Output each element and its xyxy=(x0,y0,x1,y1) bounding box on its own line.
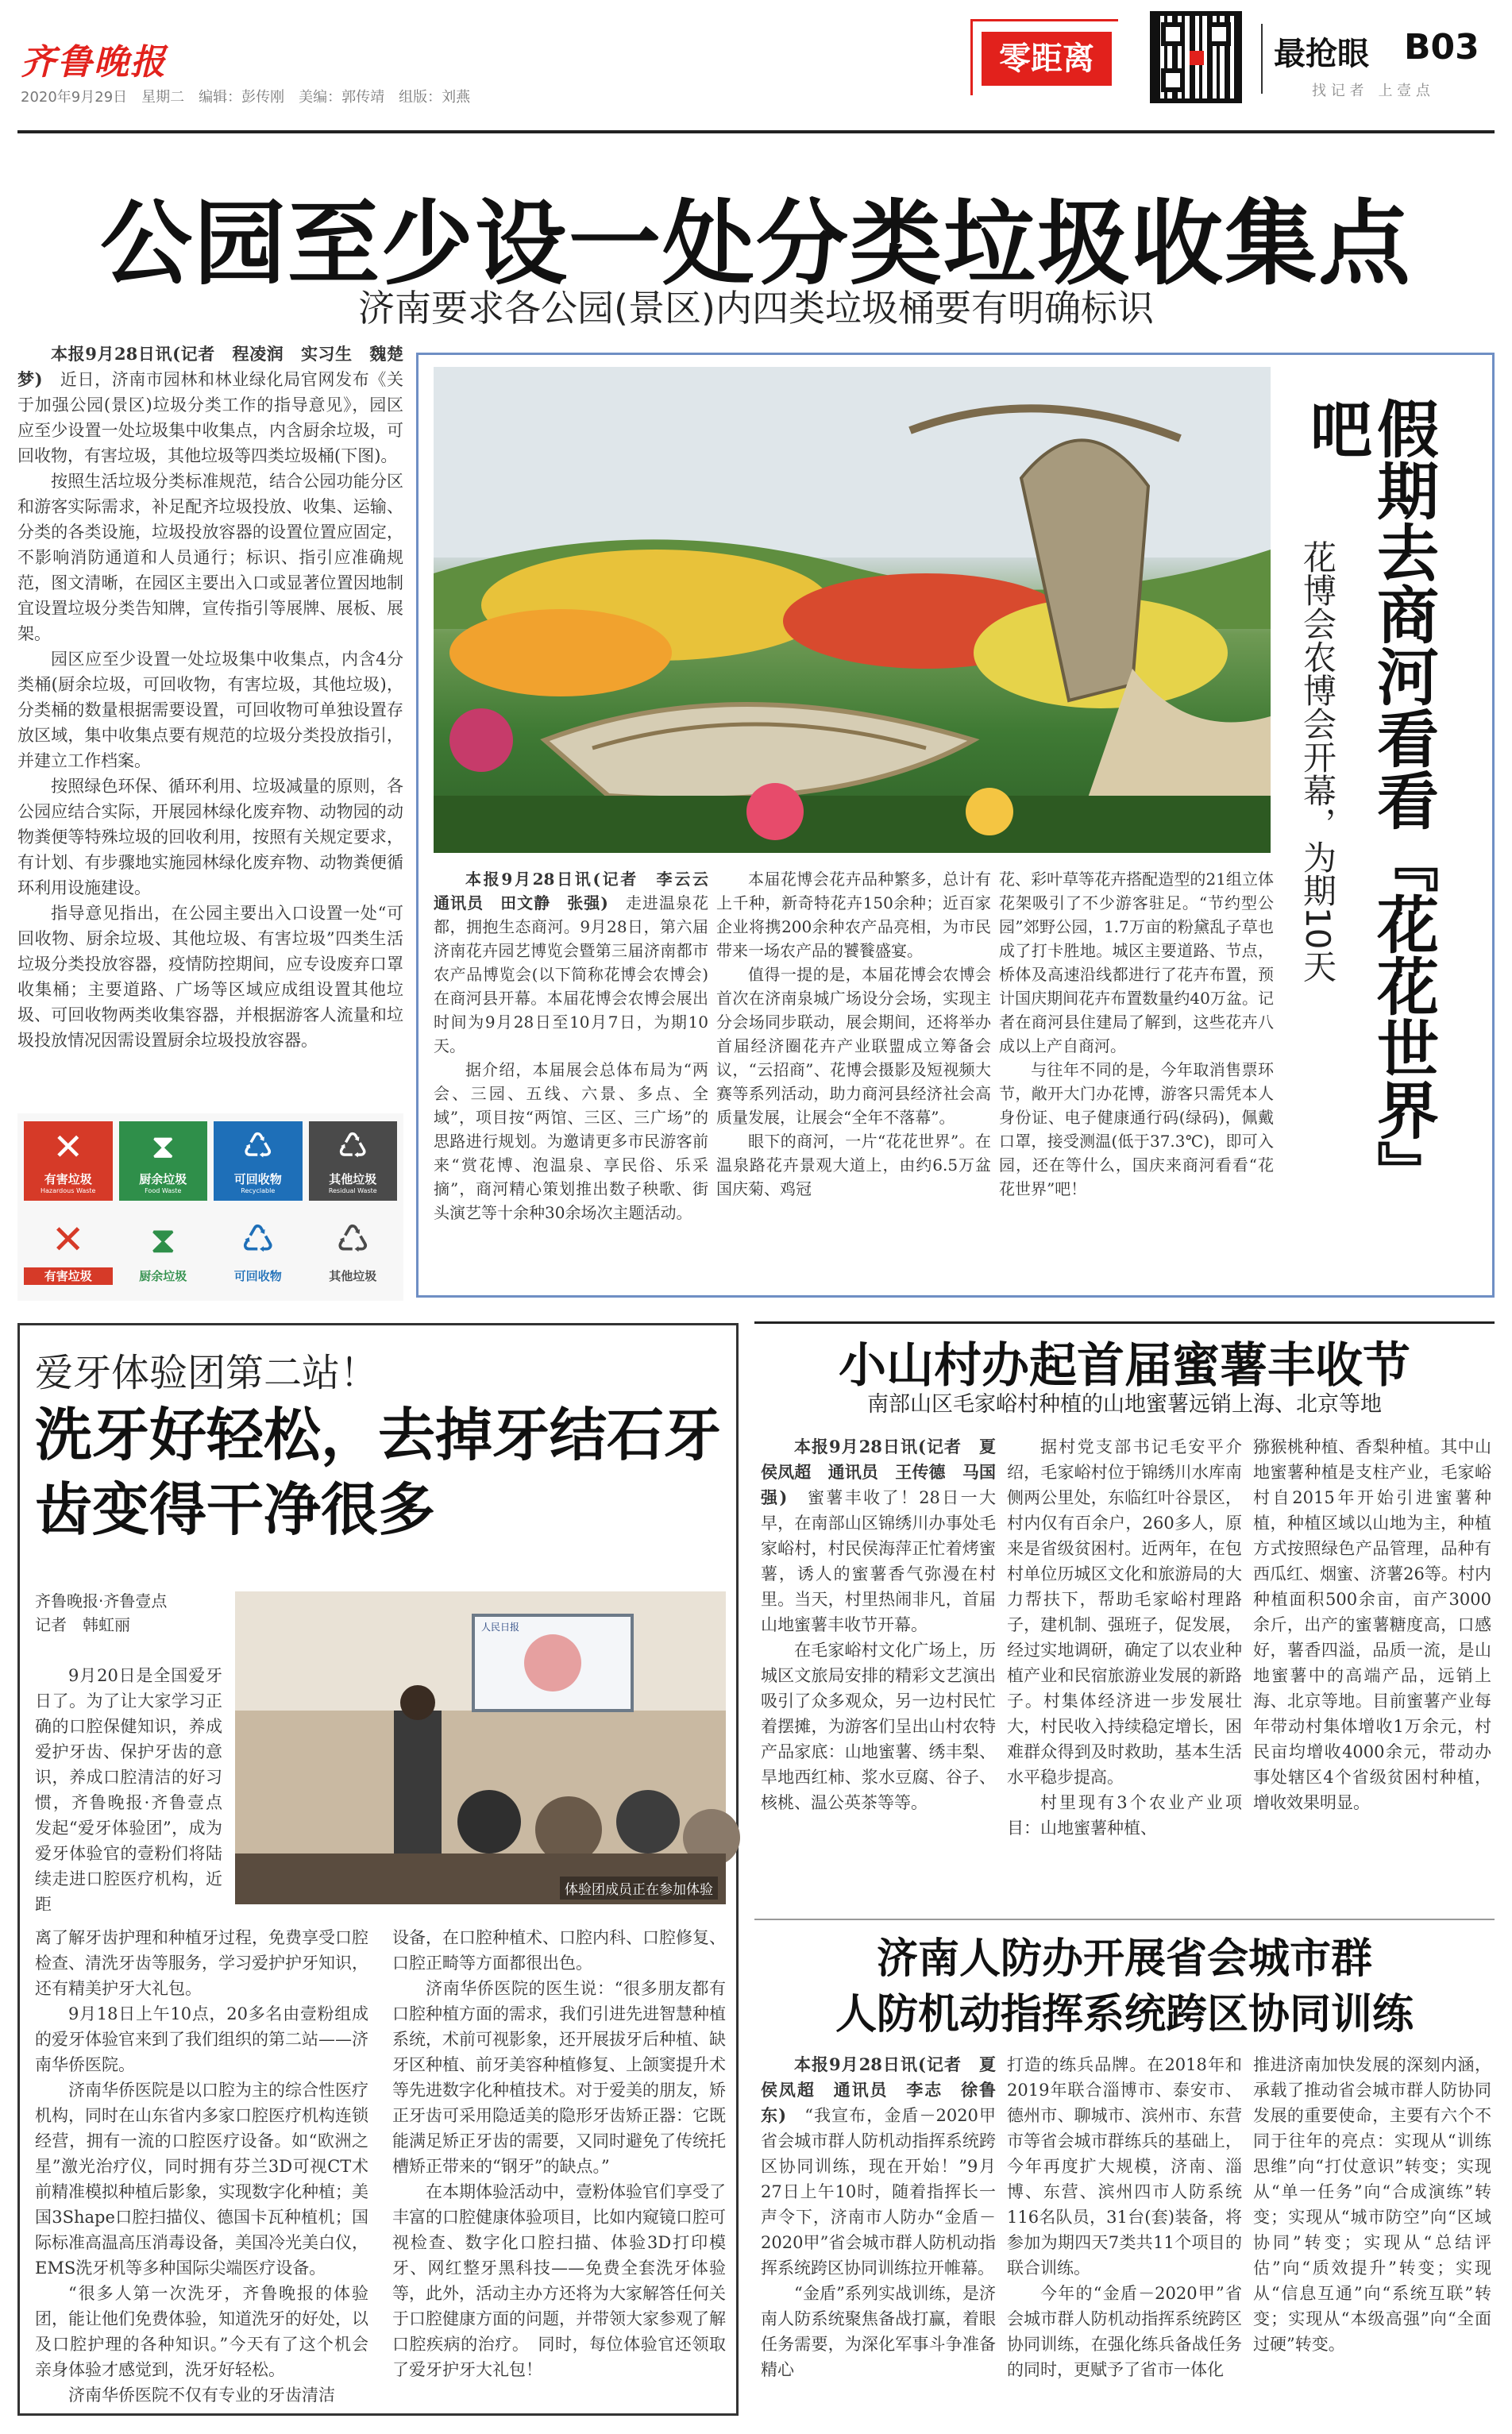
teeth-para: 9月18日上午10点，20多名由壹粉组成的爱牙体验官来到了我们组织的第二站——济南华侨医院。 xyxy=(35,2004,368,2074)
food-icon: ⧗ xyxy=(150,1218,176,1261)
bin-en-label: Residual Waste xyxy=(328,1187,377,1194)
bin-food xyxy=(119,1121,208,1201)
bin-residual-outline xyxy=(309,1212,398,1294)
date-line: 2020年9月29日 星期二 编辑：彭传刚 美编：郭传靖 组版：刘燕 xyxy=(21,89,471,106)
teeth-photo-caption: 体验团成员正在参加体验 xyxy=(560,1877,718,1900)
bin-label: 其他垃圾 xyxy=(329,1269,377,1283)
hazard-icon: ✕ xyxy=(51,1217,85,1263)
bin-row-colored xyxy=(24,1121,397,1201)
cd-para: “金盾”系列实战训练，是济南人防系统聚焦备战打赢，着眼任务需要，为深化军事斗争准备精心 xyxy=(761,2284,996,2379)
teeth-photo-graphic xyxy=(235,1591,726,1904)
lead-headline: 公园至少设一处分类垃圾收集点 xyxy=(100,191,1412,298)
sp-para: 猕猴桃种植、香梨种植。其中山地蜜薯种植是支柱产业，毛家峪村自2015年开始引进蜜薯种植，种植区域以山地为主，种植方式按照绿色产品管理，品种有西瓜红、烟蜜、济薯26等。村内种植面积500余亩，亩产3000余斤，出产的蜜薯糖度高，口感好，薯香四溢，品质一流，是山地蜜薯中的高端产品，远销上海、北京等地。目前蜜薯产业每年带动村集体增收1万余元，村民亩均增收4000余元，带动办事处辖区4个省级贫困村种植，增收效果明显。 xyxy=(1253,1437,1491,1812)
bin-icons-panel xyxy=(17,1113,403,1301)
civil-defense-col-1 xyxy=(761,2052,996,2417)
bin-hazardous-outline xyxy=(24,1212,113,1294)
civil-defense-headline-2: 人防机动指挥系统跨区协同训练 xyxy=(835,1991,1414,2039)
civil-defense-col-3 xyxy=(1253,2052,1491,2417)
flower-para: 值得一提的是，本届花博会农博会首次在济南泉城广场设分会场，实现主分会场同步联动，展会期间，还将举办首届经济圈花卉产业联盟成立筹备会议，“云招商”、花博会摄影及短视频大赛等系列活动，助力商河县经济社会高质量发展，让展会“全年不落幕”。 xyxy=(716,965,991,1127)
bin-recyclable xyxy=(214,1121,303,1201)
flower-byline: (记者 李云云 通讯员 田文静 张强) xyxy=(434,870,725,912)
sweet-potato-col-2 xyxy=(1007,1434,1242,1927)
lead-para: 按照生活垃圾分类标准规范，结合公园功能分区和游客实际需求，补足配齐垃圾投放、收集、运输、分类的各类设施，垃圾投放容器的设置位置应固定，不影响消防通道和人员通行；标识、指引应准确规范，图文清晰，在园区主要出入口或显著位置因地制宜设置垃圾分类告知牌，宣传指引等展牌、展板、展架。 xyxy=(17,472,403,643)
sweet-potato-col-1 xyxy=(761,1434,996,1927)
photo-screen-title: 人民日报 xyxy=(481,1622,520,1633)
bin-label: 厨余垃圾 xyxy=(139,1172,187,1186)
teeth-para: 济南华侨医院的医生说：“很多朋友都有口腔种植方面的需求，我们引进先进智慧种植系统，术前可视影象，还开展拔牙后种植、缺牙区种植、前牙美容种植修复、上颌窦提升术等先进数字化种植技术。对于爱美的朋友，矫正牙齿可采用隐适美的隐形牙齿矫正器：它既能满足矫正牙齿的需要，又同时避免了传统托槽矫正带来的“钢牙”的缺点。” xyxy=(392,1979,726,2176)
cd-para: 推进济南加快发展的深刻内涵，承载了推动省会城市群人防协同发展的重要使命，主要有六个不同于往年的亮点：实现从“训练思维”向“打仗意识”转变；实现从“单一任务”向“合成演练”转变；实现从“城市防空”向“区域协同”转变；实现从“总结评估”向“质效提升”转变；实现从“信息互通”向“系统互联”转变；实现从“本级高强”向“全面过硬”转变。 xyxy=(1253,2055,1491,2354)
bin-label: 可回收物 xyxy=(233,1172,282,1186)
teeth-headline: 洗牙好轻松，去掉牙结石牙齿变得干净很多 xyxy=(35,1402,722,1543)
hazard-icon: ✕ xyxy=(52,1125,84,1168)
section-red-label: 零距离 xyxy=(982,32,1112,86)
bin-en-label: Food Waste xyxy=(145,1187,182,1194)
flower-expo-col-3 xyxy=(999,867,1274,1288)
bin-label: 其他垃圾 xyxy=(329,1172,377,1186)
recycle-icon: ♺ xyxy=(242,1126,274,1167)
cd-byline-prefix: 本报9月28日讯 xyxy=(794,2054,918,2074)
lead-article xyxy=(17,341,403,1136)
flower-scene-graphic xyxy=(434,367,1271,853)
sp-para: 据村党支部书记毛安平介绍，毛家峪村位于锦绣川水库南侧两公里处，东临红叶谷景区，村内仅有百余户，260多人，原来是省级贫困村。近两年，在包村单位历城区文化和旅游局的大力帮扶下，帮助毛家峪村理路子，建机制、强班子，促发展，经过实地调研，确定了以农业种植产业和民宿旅游业发展的新路子。村集体经济进一步发展壮大，村民收入持续稳定增长，困难群众得到及时救助，基本生活水平稳步提高。 xyxy=(1007,1437,1242,1787)
teeth-source: 齐鲁晚报·齐鲁壹点 xyxy=(35,1591,168,1610)
flower-expo-col-1 xyxy=(434,867,725,1288)
bin-en-label: Recyclable xyxy=(241,1187,276,1194)
teeth-photo xyxy=(235,1591,726,1904)
teeth-para: 9月20日是全国爱牙日了。为了让大家学习正确的口腔保健知识，养成爱护牙齿、保护牙齿的意识，养成口腔清洁的好习惯，齐鲁晚报·齐鲁壹点发起“爱牙体验团”，成为爱牙体验官的壹粉们将陆续走进口腔医疗机构，近距 xyxy=(35,1666,222,1914)
teeth-para: 济南华侨医院不仅有专业的牙齿清洁 xyxy=(68,2386,335,2405)
bin-label: 有害垃圾 xyxy=(24,1267,113,1285)
page-number: B03 xyxy=(1404,27,1479,68)
flower-expo-col-2 xyxy=(716,867,991,1288)
sp-byline: (记者 夏侯凤超 通讯员 王传德 马国强) xyxy=(761,1437,996,1507)
lead-byline: (记者 程凌润 实习生 魏楚梦) xyxy=(17,344,404,389)
masthead-divider xyxy=(1261,24,1263,94)
lead-subhead: 济南要求各公园(景区)内四类垃圾桶要有明确标识 xyxy=(358,287,1154,330)
lead-para: 近日，济南市园林和林业绿化局官网发布《关于加强公园(景区)垃圾分类工作的指导意见》，园区应至少设置一处垃圾集中收集点，内含厨余垃圾，可回收物，有害垃圾，其他垃圾等四类垃圾桶(下图)。 xyxy=(17,370,404,465)
sweet-potato-top-rule xyxy=(754,1321,1495,1324)
civil-defense-top-rule xyxy=(754,1919,1495,1920)
section-name: 最抢眼 xyxy=(1274,36,1369,72)
lead-para: 园区应至少设置一处垃圾集中收集点，内含4分类桶(厨余垃圾，可回收物，有害垃圾，其他垃圾)，分类桶的数量根据需要设置，可回收物可单独设置存放区域，集中收集点要有规范的垃圾分类投放指引，并建立工作档案。 xyxy=(17,650,403,770)
bin-row-outline xyxy=(24,1212,397,1294)
teeth-col-left xyxy=(35,1925,368,2409)
teeth-para: 设备，在口腔种植术、口腔内科、口腔修复、口腔正畸等方面都很出色。 xyxy=(392,1928,726,1973)
bin-residual xyxy=(309,1121,398,1201)
teeth-col-right xyxy=(392,1925,726,2409)
food-icon: ⧗ xyxy=(151,1127,175,1166)
teeth-col-lead xyxy=(35,1663,222,1925)
bin-hazardous xyxy=(24,1121,113,1201)
civil-defense-headline-1: 济南人防办开展省会城市群 xyxy=(876,1935,1372,1983)
teeth-para: 离了解牙齿护理和种植牙过程，免费享受口腔检查、清洗牙齿等服务，学习爱护护牙知识，还有精美护牙大礼包。 xyxy=(35,1928,368,1998)
sweet-potato-col-3 xyxy=(1253,1434,1491,1927)
teeth-para: “很多人第一次洗牙，齐鲁晚报的体验团，能让他们免费体验，知道洗牙的好处，以及口腔护理的各种知识。”今天有了这个机会亲身体验才感觉到，洗牙好轻松。 xyxy=(35,2284,368,2379)
reporter-slogan: 找 记 者 上 壹 点 xyxy=(1312,83,1430,99)
flower-expo-subhead: 花博会农博会开幕，为期10天 xyxy=(1298,540,1337,983)
flower-para: 眼下的商河，一片“花花世界”。在温泉路花卉景观大道上，由约6.5万盆国庆菊、鸡冠 xyxy=(716,1132,991,1198)
bin-en-label: Hazardous Waste xyxy=(40,1187,96,1194)
lead-para: 按照绿色环保、循环利用、垃圾减量的原则，各公园应结合实际，开展园林绿化废弃物、动物园的动物粪便等特殊垃圾的回收利用，按照有关规定要求，有计划、有步骤地实施园林绿化废弃物、动物粪便循环利用设施建设。 xyxy=(17,777,403,897)
flower-para: 据介绍，本届展会总体布局为“两会、三园、五线、六景、多点、全域”，项目按“两馆、三区、三广场”的思路进行规划。为邀请更多市民游客前来“赏花博、泡温泉、享民俗、乐采摘”，商河精心策划推出数子秧歌、街头演艺等十余种30余场次主题活动。 xyxy=(434,1060,708,1222)
flower-para: 花、彩叶草等花卉搭配造型的21组立体花架吸引了不少游客驻足。“节约型公园”郊野公园，1.7万亩的粉黛乱子草也成了打卡胜地。城区主要道路、节点，桥体及高速沿线都进行了花卉布置，预计国庆期间花卉布置数量约40万盆。记者在商河县住建局了解到，这些花卉八成以上产自商河。 xyxy=(999,870,1274,1055)
flower-expo-photo xyxy=(434,367,1271,853)
bin-label: 厨余垃圾 xyxy=(139,1269,187,1283)
residual-icon: ♺ xyxy=(335,1217,370,1262)
bin-food-outline xyxy=(119,1212,208,1294)
qr-code[interactable] xyxy=(1150,11,1242,103)
civil-defense-col-2 xyxy=(1007,2052,1242,2417)
bin-recyclable-outline xyxy=(214,1212,303,1294)
newspaper-logo: 齐鲁晚报 xyxy=(21,42,167,83)
recycle-icon: ♺ xyxy=(241,1217,276,1262)
flower-expo-headline: 假期去商河看看『花花世界』吧 xyxy=(1300,397,1438,1202)
bin-label: 可回收物 xyxy=(233,1269,282,1283)
cd-para: “我宣布，金盾－2020甲省会城市群人防机动指挥系统跨区协同训练，现在开始！”9月27日上午10时，随着指挥长一声令下，济南市人防办“金盾－2020甲”省会城市群人防机动指挥系统跨区协同训练拉开帷幕。 xyxy=(761,2106,997,2278)
sp-byline-prefix: 本报9月28日讯 xyxy=(794,1437,918,1456)
sp-para: 蜜薯丰收了！28日一大早，在南部山区锦绣川办事处毛家峪村，村民侯海萍正忙着烤蜜薯，诱人的蜜薯香气弥漫在村里。当天，村里热闹非凡，首届山地蜜薯丰收节开幕。 xyxy=(761,1488,996,1634)
flower-para: 走进温泉花都，拥抱生态商河。9月28日，第六届济南花卉园艺博览会暨第三届济南都市农产品博览会(以下简称花博会农博会)在商河县开幕。本届花博会农博会展出时间为9月28日至10月7日，为期10天。 xyxy=(434,893,709,1055)
sweet-potato-subhead: 南部山区毛家峪村种植的山地蜜薯远销上海、北京等地 xyxy=(867,1392,1382,1417)
cd-para: 打造的练兵品牌。在2018年和2019年联合淄博市、泰安市、德州市、聊城市、滨州市、东营市等省会城市群练兵的基础上，今年再度扩大规模，济南、淄博、东营、滨州四市人防系统116名队员，31台(套)装备，将参加为期四天7类共11个项目的联合训练。 xyxy=(1007,2055,1242,2278)
lead-para: 指导意见指出，在公园主要出入口设置一处“可回收物、厨余垃圾、其他垃圾、有害垃圾”四类生活垃圾分类投放容器，疫情防控期间，应专设废弃口罩收集桶；主要道路、广场等区域应成组设置其他垃圾、可回收物两类收集容器，并根据游客人流量和垃圾投放情况因需设置厨余垃圾投放容器。 xyxy=(17,904,403,1050)
flower-byline-prefix: 本报9月28日讯 xyxy=(465,870,593,889)
flower-para: 与往年不同的是，今年取消售票环节，敞开大门办花博，游客只需凭本人身份证、电子健康通行码(绿码)，佩戴口罩，接受测温(低于37.3℃)，即可入园，还在等什么，国庆来商河看看“花花世界”吧！ xyxy=(999,1060,1274,1198)
flower-para: 本届花博会花卉品种繁多，总计有上千种，新奇特花卉150余种；近百家企业将携200余种农产品亮相，为市民带来一场农产品的饕餮盛宴。 xyxy=(716,870,991,960)
sweet-potato-headline: 小山村办起首届蜜薯丰收节 xyxy=(839,1338,1410,1394)
cd-byline: (记者 夏侯凤超 通讯员 李志 徐鲁东) xyxy=(761,2054,996,2125)
sp-para: 村里现有3个农业产业项目：山地蜜薯种植、 xyxy=(1007,1793,1242,1838)
bin-label: 有害垃圾 xyxy=(44,1172,92,1186)
cd-para: 今年的“金盾－2020甲”省会城市群人防机动指挥系统跨区协同训练，在强化练兵备战任务的同时，更赋予了省市一体化 xyxy=(1007,2284,1242,2379)
teeth-para: 在本期体验活动中，壹粉体验官们享受了丰富的口腔健康体验项目，比如内窥镜口腔可视检查、数字化口腔扫描、体验3D打印模牙、网红整牙黑科技——免费全套洗牙体验等，此外，活动主办方还将为大家解答任何关于口腔健康方面的问题，并带领大家参观了解口腔疾病的治疗。 同时，每位体验官还领取了爱牙护牙大礼包！ xyxy=(392,2182,726,2379)
teeth-kicker: 爱牙体验团第二站！ xyxy=(35,1351,379,1395)
teeth-para: 济南华侨医院是以口腔为主的综合性医疗机构，同时在山东省内多家口腔医疗机构连锁经营，拥有一流的口腔医疗设备。如“欧洲之星”激光治疗仪，同时拥有芬兰3D可视CT术前精准模拟种植后影象，实现数字化种植；美国3Shape口腔扫描仪、德国卡瓦种植机；国际标准高温高压消毒设备，美国冷光美白仪，EMS洗牙机等多种国际尖端医疗设备。 xyxy=(35,2081,368,2278)
residual-icon: ♺ xyxy=(337,1126,368,1167)
lead-byline-prefix: 本报9月28日讯 xyxy=(51,344,173,364)
teeth-reporter: 记者 韩虹丽 xyxy=(35,1615,130,1634)
sp-para: 在毛家峪村文化广场上，历城区文旅局安排的精彩文艺演出吸引了众多观众，另一边村民忙着摆摊，为游客们呈出山村农特产品家底：山地蜜薯、绣丰梨、旱地西红柿、浆水豆腐、谷子、核桃、温公英茶等等。 xyxy=(761,1641,996,1812)
masthead-rule xyxy=(17,130,1495,133)
